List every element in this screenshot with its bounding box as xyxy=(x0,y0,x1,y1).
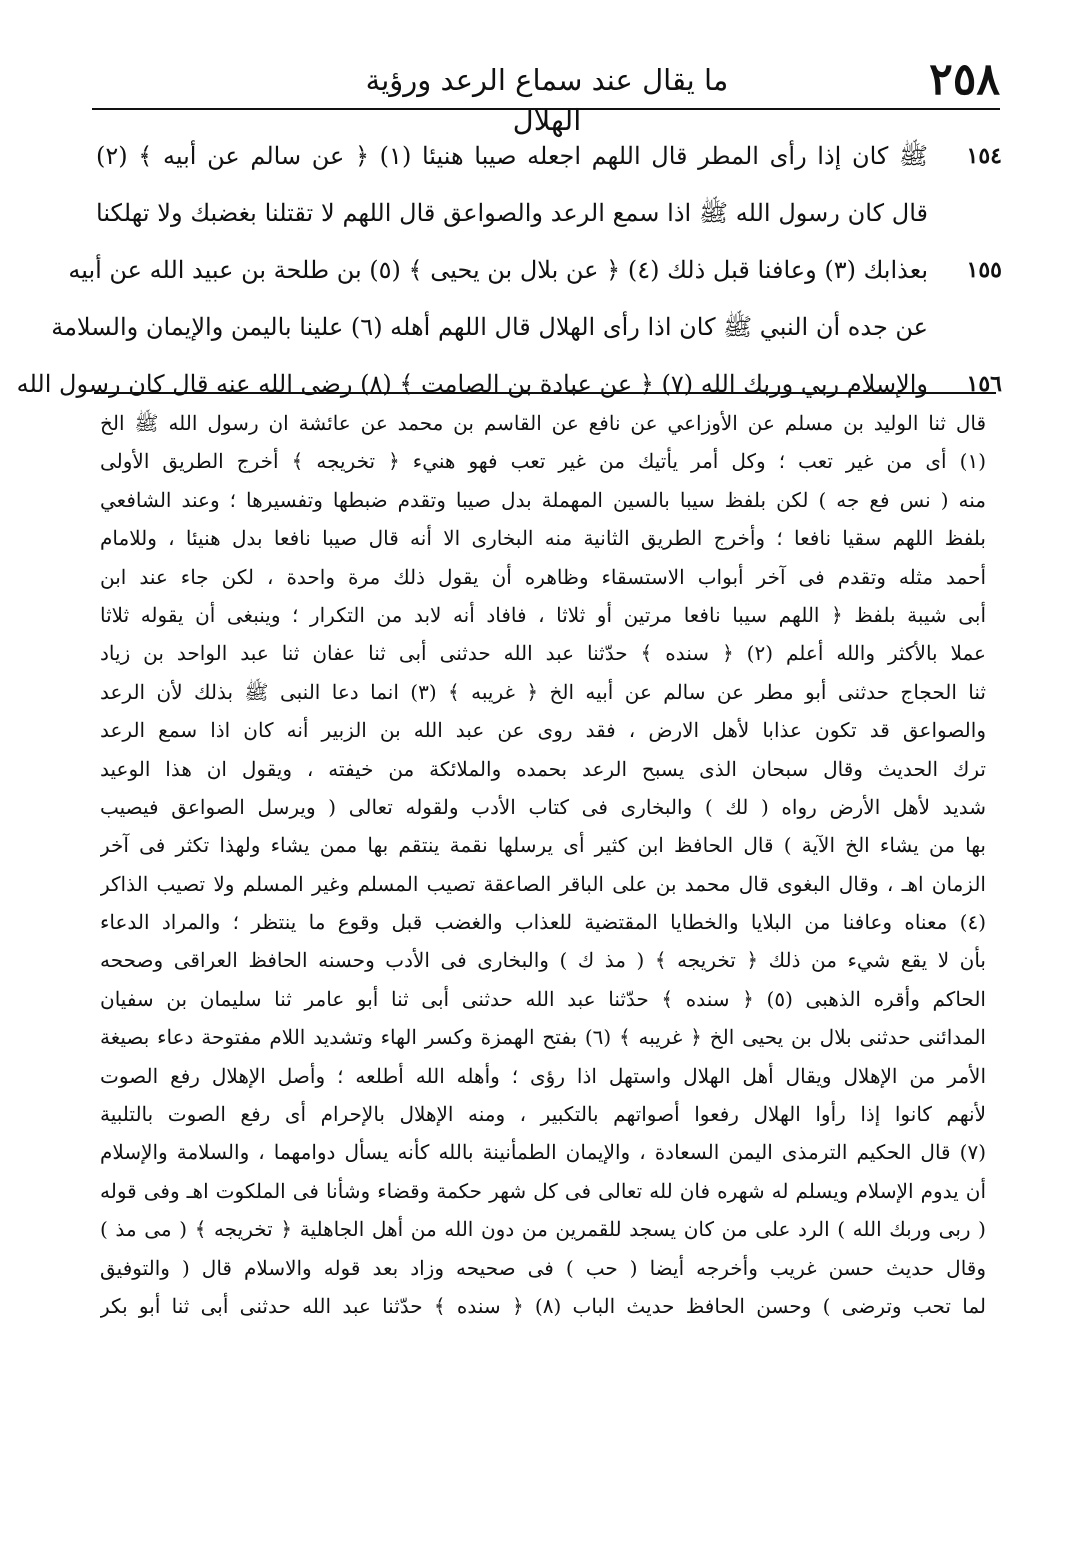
page-header xyxy=(92,52,1000,137)
commentary-line: الحاكم وأقره الذهبى (٥) ﴿ سنده ﴾ حدّثنا عبد الله حدثنى أبى ثنا أبو عامر ثنا سليمان بن سفيان xyxy=(100,986,986,1011)
commentary-line: أن يدوم الإسلام ويسلم له شهره فان لله تعالى فى كل شهر حكمة وقضاء وشأنا فى الملكوت اهـ وفى قوله xyxy=(100,1178,986,1203)
commentary-line: لما تحب وترضى ) وحسن الحافظ حديث الباب (٨) ﴿ سنده ﴾ حدّثنا عبد الله حدثنى أبى ثنا أبو بكر xyxy=(100,1293,986,1318)
commentary-line: والصواعق قد تكون عذابا لأهل الارض ، فقد روى عن عبد الله بن الزبير أنه كان اذا سمع الرعد xyxy=(100,718,986,743)
commentary-line: ثنا الحجاج حدثنى أبو مطر عن سالم عن أبيه الخ ﴿ غريبه ﴾ (٣) انما دعا النبى ﷺ بذلك لأن الرعد xyxy=(100,679,986,704)
hadith-line xyxy=(51,301,1002,358)
commentary-line: الزمان اهـ ، وقال البغوى قال محمد بن على الباقر الصاعقة تصيب المسلم وغير المسلم ولا تصيب الذاكر xyxy=(100,871,986,896)
page-number: ٢٥٨ xyxy=(929,54,1000,105)
commentary-line: المدائنى حدثنى بلال بن يحيى الخ ﴿ غريبه ﴾ (٦) بفتح الهمزة وكسر الهاء وتشديد اللام مفتوحة دعاء بصيغة xyxy=(100,1025,986,1050)
hadith-number: ١٥٥ xyxy=(966,257,1002,283)
hadith-line-text: بعذابك (٣) وعافنا قبل ذلك (٤) ﴿ عن بلال بن يحيى ﴾ (٥) بن طلحة بن عبيد الله عن أبيه xyxy=(68,256,928,284)
commentary-line: الأمر من الإهلال ويقال أهل الهلال واستهل اذا رؤى ؛ وأهله الله أطلعه ؛ وأصل الإهلال رفع الصوت xyxy=(100,1063,986,1088)
commentary-line: بأن لا يقع شيء من ذلك ﴿ تخريجه ﴾ ( مذ ك ) والبخارى فى الأدب وحسنه الحافظ العراقى وصححه xyxy=(100,948,986,973)
commentary-line: بها من يشاء الخ الآية ) قال الحافظ ابن كثير أى يرسلها نقمة ينتقم بها ممن يشاء ولهذا تكثر فى آخر xyxy=(100,833,986,858)
hadith-line-text: والإسلام ربي وربك الله (٧) ﴿ عن عبادة بن الصامت ﴾ (٨) رضى الله عنه قال كان رسول الله xyxy=(16,370,928,398)
running-title: ما يقال عند سماع الرعد ورؤية الهلال xyxy=(365,63,729,137)
header-divider xyxy=(92,108,1000,110)
hadith-line-text: عن جده أن النبي ﷺ كان اذا رأى الهلال قال اللهم أهله (٦) علينا باليمن والإيمان والسلامة xyxy=(51,313,928,341)
commentary-line: لأنهم كانوا إذا رأوا الهلال رفعوا أصواتهم بالتكبير ، ومنه الإهلال بالإحرام أى رفع الصوت بالتلبية xyxy=(100,1102,986,1127)
hadith-line-text: ﷺ كان إذا رأى المطر قال اللهم اجعله صيبا هنيئا (١) ﴿ عن سالم عن أبيه ﴾ (٢) xyxy=(96,142,928,170)
commentary-line: بلفظ اللهم سقيا نافعا ؛ وأخرج الطريق الثانية منه البخارى الا أنه قال صيبا نافعا بدل هنيئا ، وللامام xyxy=(100,526,986,551)
commentary-line: قال ثنا الوليد بن مسلم عن الأوزاعي عن نافع عن القاسم بن محمد عن عائشة ان رسول الله ﷺ الخ xyxy=(100,411,986,435)
commentary-line: أبى شيبة بلفظ ﴿ اللهم سيبا نافعا مرتين أو ثلاثا ، فافاد أنه لابد من التكرار ؛ وينبغى أن يقوله ثلاثا xyxy=(100,602,986,627)
commentary-line: ( ربى وربك الله ) الرد على من كان يسجد للقمرين من دون الله من أهل الجاهلية ﴿ تخريجه ﴾ ( مى مذ ) xyxy=(100,1217,986,1242)
commentary-line: (١) أى من غير تعب ؛ وكل أمر يأتيك من غير تعب فهو هنيء ﴿ تخريجه ﴾ أخرج الطريق الأولى xyxy=(100,449,986,474)
commentary-line: (٧) قال الحكيم الترمذى اليمن السعادة ، والإيمان الطمأنينة بالله كأنه يسأل دوامهما ، والسلامة والإسلام xyxy=(100,1140,986,1165)
commentary-line: (٤) معناه وعافنا من البلايا والخطايا المقتضية للعذاب والغضب قبل وقوع ما ينتظر ؛ والمراد الدعاء xyxy=(100,910,986,935)
commentary-line: عملا بالأكثر والله أعلم (٢) ﴿ سنده ﴾ حدّثنا عبد الله حدثنى أبى ثنا عفان ثنا عبد الواحد بن زياد xyxy=(100,641,986,666)
hadith-line xyxy=(68,244,1002,301)
hadith-line xyxy=(96,187,1002,244)
hadith-text-section xyxy=(16,130,1002,415)
commentary-line: شديد لأهل الأرض رواه ( لك ) والبخارى فى كتاب الأدب ولقوله تعالى ( ويرسل الصواعق فيصيب xyxy=(100,794,986,819)
commentary-line: أحمد مثله وتقدم فى آخر أبواب الاستسقاء وظاهره أن يقول ذلك مرة واحدة ، لكن جاء عند ابن xyxy=(100,564,986,589)
hadith-line xyxy=(96,130,1002,187)
footnote-divider xyxy=(94,392,996,394)
hadith-number: ١٥٤ xyxy=(966,143,1002,169)
commentary-section xyxy=(100,404,986,1325)
commentary-line: منه ( نس فع جه ) لكن بلفظ سيبا بالسين المهملة بدل صيبا وتقدم ضبطها وتفسيرها ؛ وعند الشافعي xyxy=(100,487,986,512)
hadith-number: ١٥٦ xyxy=(966,371,1002,397)
commentary-line: وقال حديث حسن غريب وأخرجه أيضا ( حب ) فى صحيحه وزاد بعد قوله والاسلام قال ( والتوفيق xyxy=(100,1255,986,1280)
hadith-line-text: قال كان رسول الله ﷺ اذا سمع الرعد والصواعق قال اللهم لا تقتلنا بغضبك ولا تهلكنا xyxy=(96,199,928,227)
commentary-line: ترك الحديث وقال سبحان الذى يسبح الرعد بحمده والملائكة من خيفته ، ويقول ان هذا الوعيد xyxy=(100,756,986,781)
